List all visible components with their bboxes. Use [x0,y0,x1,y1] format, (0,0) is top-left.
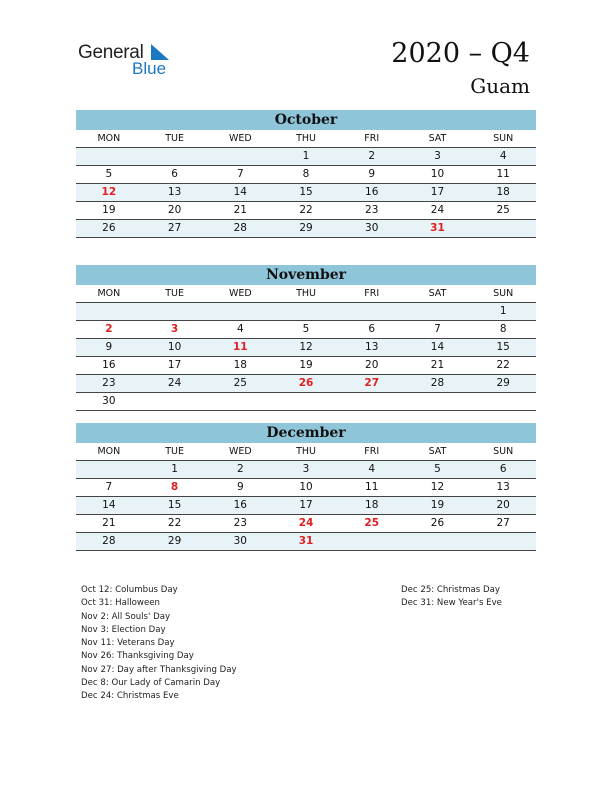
day-cell: 23 [102,377,116,389]
day-cell: 28 [430,377,445,389]
day-cell [470,220,536,237]
day-cell: 8 [499,323,507,335]
day-cell [405,393,471,410]
page-title: 2020 – Q4 [391,38,530,69]
day-cell: 2 [368,150,376,162]
day-cell: 4 [368,463,376,475]
day-cell: 3 [302,463,310,475]
weekday-label: FRI [364,446,380,457]
day-cell: 12 [299,341,313,353]
day-cell: 23 [365,204,379,216]
day-cell [339,303,405,320]
week-row [76,515,536,533]
day-cell [470,533,536,550]
day-cell: 13 [496,481,510,493]
day-cell: 7 [434,323,441,335]
weekday-header-row [76,130,536,148]
day-cell: 29 [167,535,182,547]
holiday-entry: Dec 31: New Year's Eve [401,598,502,609]
holiday-entry: Dec 24: Christmas Eve [81,691,179,702]
day-cell: 20 [496,499,510,511]
day-cell: 30 [233,535,247,547]
day-cell: 21 [233,204,247,216]
weekday-label: FRI [364,288,380,299]
weekday-header-row [76,443,536,461]
week-row [76,184,536,202]
week-row [76,220,536,238]
day-cell: 2 [236,463,244,475]
day-cell: 25 [233,377,247,389]
month-november [76,265,536,411]
day-cell: 27 [167,222,182,234]
weekday-label: SAT [428,133,447,144]
day-cell: 5 [434,463,441,475]
day-cell: 12 [430,481,445,493]
day-cell: 29 [496,377,510,389]
day-cell [76,461,142,478]
day-cell: 21 [102,517,116,529]
holiday-day-cell: 26 [298,377,314,389]
weekday-label: MON [97,446,121,457]
holiday-day-cell: 3 [170,323,179,335]
week-row [76,533,536,551]
weekday-label: THU [296,133,316,144]
holiday-day-cell: 8 [170,481,179,493]
weekday-label: THU [296,288,316,299]
day-cell [273,393,339,410]
day-cell: 17 [430,186,445,198]
day-cell: 27 [496,517,510,529]
day-cell: 5 [302,323,310,335]
week-row [76,497,536,515]
day-cell: 19 [102,204,116,216]
day-cell [76,303,142,320]
day-cell: 15 [496,341,510,353]
generalblue-logo [78,40,188,80]
day-cell: 16 [365,186,379,198]
day-cell: 4 [499,150,507,162]
holiday-entry: Nov 3: Election Day [81,624,166,635]
week-row [76,321,536,339]
day-cell: 20 [167,204,182,216]
month-header: October [76,110,536,130]
day-cell: 1 [302,150,310,162]
day-cell: 14 [102,499,116,511]
day-cell: 22 [496,359,510,371]
weekday-label: TUE [165,446,184,457]
day-cell: 18 [496,186,510,198]
day-cell: 3 [434,150,441,162]
day-cell: 20 [365,359,379,371]
weekday-header-row [76,285,536,303]
day-cell: 26 [430,517,445,529]
month-december [76,423,536,551]
day-cell: 24 [167,377,182,389]
day-cell: 30 [365,222,379,234]
weekday-label: TUE [165,133,184,144]
holiday-day-cell: 11 [232,341,248,353]
day-cell [339,393,405,410]
holiday-day-cell: 12 [101,186,117,198]
weekday-label: SUN [493,446,514,457]
weekday-label: WED [228,133,252,144]
day-cell: 18 [233,359,247,371]
holiday-day-cell: 2 [105,323,113,335]
month-header: November [76,265,536,285]
week-row [76,393,536,411]
weekday-label: FRI [364,133,380,144]
day-cell [142,303,208,320]
day-cell [207,148,273,165]
day-cell: 28 [233,222,247,234]
day-cell: 6 [368,323,376,335]
weekday-label: SAT [428,446,447,457]
weekday-label: SAT [428,288,447,299]
holiday-entry: Nov 27: Day after Thanksgiving Day [81,664,237,675]
day-cell: 14 [430,341,445,353]
day-cell: 9 [236,481,244,493]
week-row [76,202,536,220]
day-cell: 21 [430,359,445,371]
day-cell: 22 [167,517,182,529]
day-cell: 10 [430,168,445,180]
day-cell [470,393,536,410]
region-subtitle: Guam [470,74,530,98]
day-cell: 17 [299,499,313,511]
week-row [76,479,536,497]
day-cell: 6 [499,463,507,475]
holiday-entry: Nov 2: All Souls' Day [81,611,171,622]
holiday-entry: Oct 31: Halloween [81,598,160,609]
weekday-label: MON [97,133,121,144]
holiday-entry: Nov 11: Veterans Day [81,638,175,649]
day-cell: 18 [365,499,379,511]
holiday-day-cell: 25 [364,517,380,529]
day-cell: 5 [105,168,113,180]
week-row [76,303,536,321]
day-cell: 28 [102,535,116,547]
day-cell: 22 [299,204,313,216]
day-cell: 11 [496,168,510,180]
day-cell: 1 [171,463,178,475]
day-cell [207,303,273,320]
day-cell: 25 [496,204,510,216]
day-cell: 26 [102,222,116,234]
weekday-label: TUE [165,288,184,299]
weekday-label: SUN [493,288,514,299]
day-cell [142,393,208,410]
day-cell: 4 [236,323,244,335]
weekday-label: WED [228,446,252,457]
holiday-day-cell: 27 [364,377,380,389]
month-october [76,110,536,238]
weekday-label: WED [228,288,252,299]
day-cell: 15 [167,499,182,511]
logo-text-general: General [78,42,144,63]
logo-text-blue: Blue [132,59,167,78]
week-row [76,339,536,357]
day-cell: 14 [233,186,247,198]
week-row [76,461,536,479]
holiday-day-cell: 31 [430,222,445,234]
week-row [76,166,536,184]
day-cell [273,303,339,320]
day-cell: 13 [365,341,379,353]
day-cell [405,303,471,320]
day-cell: 6 [171,168,178,180]
day-cell: 10 [167,341,182,353]
month-header: December [76,423,536,443]
day-cell: 1 [499,305,507,317]
day-cell: 16 [102,359,116,371]
week-row [76,148,536,166]
day-cell: 24 [430,204,445,216]
day-cell: 11 [365,481,379,493]
day-cell: 9 [105,341,113,353]
week-row [76,375,536,393]
day-cell: 19 [430,499,445,511]
day-cell: 13 [167,186,182,198]
holiday-day-cell: 24 [298,517,314,529]
day-cell: 7 [105,481,113,493]
holiday-entry: Nov 26: Thanksgiving Day [81,651,194,662]
day-cell: 8 [302,168,310,180]
week-row [76,357,536,375]
day-cell [405,533,471,550]
day-cell: 16 [233,499,247,511]
day-cell: 7 [236,168,244,180]
day-cell [76,148,142,165]
day-cell: 29 [299,222,313,234]
day-cell: 23 [233,517,247,529]
day-cell: 19 [299,359,313,371]
weekday-label: MON [97,288,121,299]
day-cell: 10 [299,481,313,493]
day-cell: 30 [102,395,116,407]
day-cell [339,533,405,550]
day-cell: 17 [167,359,182,371]
holiday-entry: Dec 8: Our Lady of Camarin Day [81,678,221,689]
holiday-entry: Dec 25: Christmas Day [401,585,500,595]
holiday-entry: Oct 12: Columbus Day [81,585,178,595]
weekday-label: SUN [493,133,514,144]
day-cell: 9 [368,168,376,180]
holiday-list-left [81,584,237,704]
day-cell [207,393,273,410]
logo-triangle-icon [151,44,169,60]
holiday-day-cell: 31 [298,535,314,547]
holiday-list-right [401,584,502,611]
day-cell [142,148,208,165]
weekday-label: THU [296,446,316,457]
day-cell: 15 [299,186,313,198]
